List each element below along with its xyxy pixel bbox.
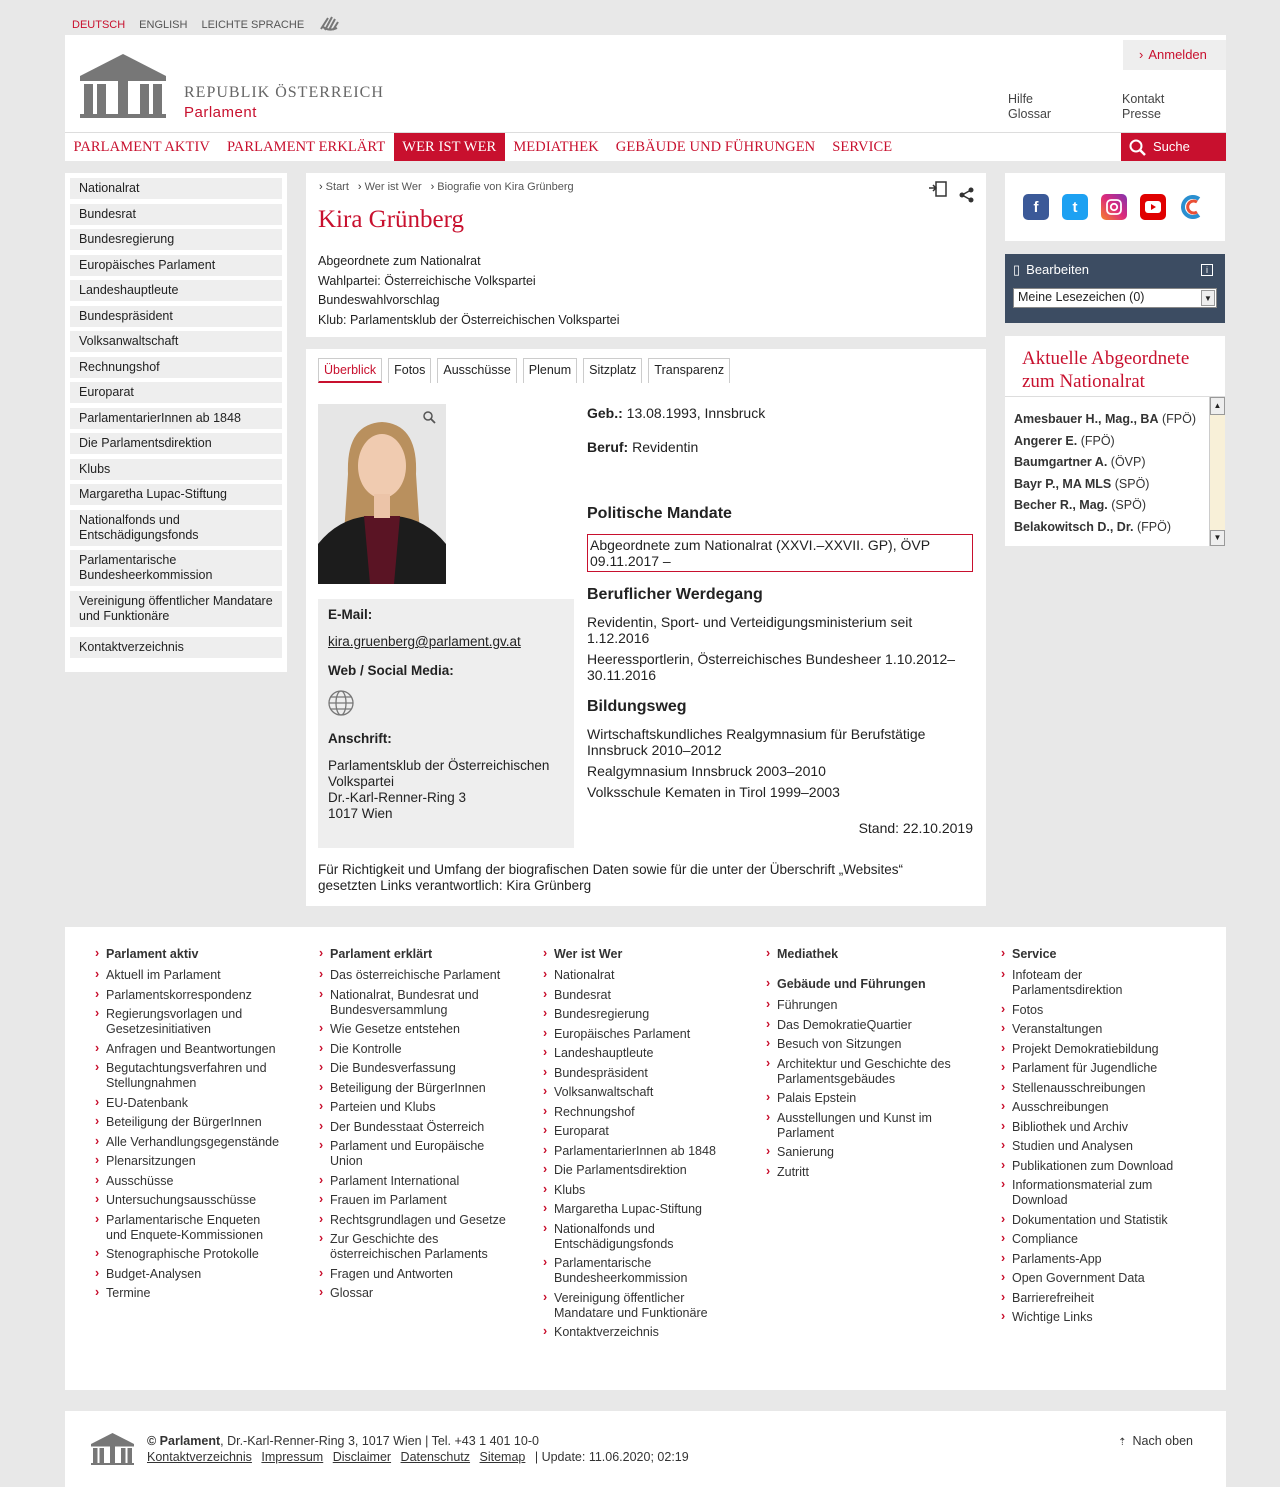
footer-link[interactable]: › Margaretha Lupac-Stiftung — [542, 1202, 732, 1217]
footer-link[interactable]: › Nationalrat, Bundesrat und Bundesversammlung — [318, 988, 513, 1018]
footer-link[interactable]: › Bundespräsident — [542, 1066, 732, 1081]
footer-sitemap — [65, 927, 1226, 1390]
link-impressum[interactable]: Impressum — [261, 1450, 324, 1464]
deputy-name: Angerer E. — [1014, 433, 1078, 448]
sidebar-item-kontaktverzeichnis[interactable]: Kontaktverzeichnis — [70, 637, 282, 658]
tab-plenum[interactable]: Plenum — [523, 358, 577, 383]
footer-link[interactable]: › Parlamentarische Enqueten und Enquete-Kommissionen — [94, 1213, 284, 1243]
footer-link[interactable]: › Volksanwaltschaft — [542, 1085, 732, 1100]
lang-deutsch[interactable]: DEUTSCH — [72, 18, 126, 31]
update-info: | Update: 11.06.2020; 02:19 — [534, 1450, 689, 1464]
chevron-down-icon: ▼ — [1201, 290, 1215, 306]
deputies-scrollbar[interactable] — [1209, 397, 1225, 546]
profile-tabs — [318, 358, 730, 383]
born-value: 13.08.1993, Innsbruck — [626, 405, 766, 421]
footer-link[interactable]: › Wichtige Links — [1000, 1310, 1190, 1325]
site-header — [65, 35, 1226, 132]
sidebar-item-nationalrat[interactable]: Nationalrat — [70, 178, 282, 199]
tab-sitzplatz[interactable]: Sitzplatz — [583, 358, 642, 383]
footer-heading[interactable]: › Parlament aktiv — [94, 947, 284, 962]
deputy-party: (FPÖ) — [1080, 433, 1115, 448]
footer-link[interactable]: › Ausschüsse — [94, 1174, 284, 1189]
footer-link[interactable]: › Glossar — [318, 1286, 513, 1301]
nav-mediathek[interactable]: MEDIATHEK — [513, 139, 599, 155]
footer-link[interactable]: › Europarat — [542, 1124, 732, 1139]
edit-bookmarks[interactable] — [1013, 262, 1089, 278]
bookmark-select-value: Meine Lesezeichen (0) — [1018, 290, 1145, 304]
bookmark-add-icon[interactable] — [928, 180, 948, 198]
footer-link[interactable]: › Die Parlamentsdirektion — [542, 1163, 732, 1178]
deputy-name: Amesbauer H., Mag., BA — [1014, 412, 1159, 426]
facebook-icon[interactable]: f — [1023, 194, 1049, 220]
logo-subtitle: Parlament — [184, 104, 257, 121]
sidebar-item-bundesrat[interactable]: Bundesrat — [70, 204, 282, 225]
press-link[interactable]: Presse — [1122, 107, 1161, 121]
sidebar-item-vereinigung[interactable]: Vereinigung öffentlicher Mandatare und Funktionäre — [70, 591, 282, 627]
list-item[interactable] — [1014, 520, 1204, 536]
scroll-up-icon[interactable]: ▲ — [1210, 397, 1225, 415]
deputy-name: Becher R., Mag. — [1014, 498, 1108, 512]
logo-title: REPUBLIK ÖSTERREICH — [184, 84, 384, 101]
footer-link[interactable]: › Budget-Analysen — [94, 1267, 284, 1282]
footer-link[interactable]: › Publikationen zum Download — [1000, 1159, 1190, 1174]
footer-link[interactable]: › EU-Datenbank — [94, 1096, 284, 1111]
footer-link[interactable]: › Barrierefreiheit — [1000, 1291, 1190, 1306]
footer-link[interactable]: › Der Bundesstaat Österreich — [318, 1120, 513, 1135]
profile-body — [306, 349, 986, 906]
footer-heading[interactable]: › Gebäude und Führungen — [765, 977, 960, 992]
youtube-icon[interactable] — [1140, 194, 1166, 220]
footer-col-service — [1000, 947, 1190, 1330]
tab-ueberblick[interactable]: Überblick — [318, 358, 382, 383]
share-icon[interactable] — [959, 187, 975, 203]
sidebar-item-volksanwaltschaft[interactable]: Volksanwaltschaft — [70, 331, 282, 352]
footer-link[interactable]: › Parlament für Jugendliche — [1000, 1061, 1190, 1076]
footer-link[interactable]: › Architektur und Geschichte des Parlamentsgebäudes — [765, 1057, 960, 1087]
sign-language-icon[interactable] — [318, 14, 342, 35]
sidebar-item-klubs[interactable]: Klubs — [70, 459, 282, 480]
footer-link[interactable]: › Bibliothek und Archiv — [1000, 1120, 1190, 1135]
footer-link[interactable]: › Beteiligung der BürgerInnen — [94, 1115, 284, 1130]
footer-link[interactable]: › Dokumentation und Statistik — [1000, 1213, 1190, 1228]
social-media-box — [1005, 173, 1225, 241]
education-entry: Realgymnasium Innsbruck 2003–2010 — [587, 763, 826, 779]
list-item[interactable] — [1014, 477, 1204, 493]
list-item[interactable] — [1014, 434, 1204, 450]
footer-link[interactable]: › Informationsmaterial zum Download — [1000, 1178, 1190, 1208]
footer-link[interactable]: › Zur Geschichte des österreichischen Parlaments — [318, 1232, 513, 1262]
footer-heading[interactable]: › Parlament erklärt — [318, 947, 513, 962]
role-line: Wahlpartei: Österreichische Volkspartei — [318, 273, 536, 288]
bookmark-icon: ▯ — [1013, 262, 1021, 277]
footer-link[interactable]: › Alle Verhandlungsgegenstände — [94, 1135, 284, 1150]
back-to-top-label: Nach oben — [1132, 1434, 1193, 1448]
footer-link[interactable]: › Landeshauptleute — [542, 1046, 732, 1061]
footer-link[interactable]: › ParlamentarierInnen ab 1848 — [542, 1144, 732, 1159]
tab-fotos[interactable]: Fotos — [388, 358, 431, 383]
breadcrumb-start[interactable]: › Start — [319, 181, 349, 193]
footer-link[interactable]: › Open Government Data — [1000, 1271, 1190, 1286]
footer-link[interactable]: › Veranstaltungen — [1000, 1022, 1190, 1037]
footer-link[interactable]: › Wie Gesetze entstehen — [318, 1022, 513, 1037]
twitter-icon[interactable]: t — [1062, 194, 1088, 220]
address-line: Dr.-Karl-Renner-Ring 3 — [328, 790, 467, 805]
globe-icon[interactable] — [328, 690, 354, 716]
nav-parlament-erklaert[interactable]: PARLAMENT ERKLÄRT — [226, 139, 386, 155]
footer-link[interactable]: › Compliance — [1000, 1232, 1190, 1247]
sidebar-item-parlamentsdirektion[interactable]: Die Parlamentsdirektion — [70, 433, 282, 454]
info-icon[interactable]: i — [1201, 264, 1213, 276]
footer-link[interactable]: › Vereinigung öffentlicher Mandatare und Funktionäre — [542, 1291, 732, 1321]
tab-transparenz[interactable]: Transparenz — [648, 358, 730, 383]
footer-link[interactable]: › Parlamentarische Bundesheerkommission — [542, 1256, 732, 1286]
zoom-icon[interactable] — [422, 410, 436, 424]
role-line: Bundeswahlvorschlag — [318, 293, 440, 307]
footer-link[interactable]: › Termine — [94, 1286, 284, 1301]
left-sidebar — [65, 173, 287, 672]
footer-link[interactable]: › Aktuell im Parlament — [94, 968, 284, 983]
footer-link[interactable]: › Kontaktverzeichnis — [542, 1325, 732, 1340]
footer-link[interactable]: › Parlaments-App — [1000, 1252, 1190, 1267]
sidebar-item-lupac-stiftung[interactable]: Margaretha Lupac-Stiftung — [70, 484, 282, 505]
deputies-box — [1005, 336, 1225, 546]
footer-link[interactable]: › Fotos — [1000, 1003, 1190, 1018]
web-label: Web / Social Media: — [328, 663, 454, 678]
footer-link[interactable]: › Rechnungshof — [542, 1105, 732, 1120]
address-line: Parlamentsklub der Österreichischen Volkspartei — [328, 758, 550, 789]
footer-link[interactable]: › Führungen — [765, 998, 960, 1013]
sidebar-item-bundespraesident[interactable]: Bundespräsident — [70, 306, 282, 327]
parliament-building-icon — [91, 1433, 134, 1465]
sidebar-item-bundesregierung[interactable]: Bundesregierung — [70, 229, 282, 250]
job-value: Revidentin — [632, 439, 699, 455]
footer-link[interactable]: › Das österreichische Parlament — [318, 968, 513, 983]
scroll-down-icon[interactable]: ▼ — [1210, 530, 1225, 546]
footer-link[interactable]: › Untersuchungsausschüsse — [94, 1193, 284, 1208]
email-link[interactable]: kira.gruenberg@parlament.gv.at — [328, 634, 521, 649]
sidebar-item-parlamentarierinnen[interactable]: ParlamentarierInnen ab 1848 — [70, 408, 282, 429]
link-disclaimer[interactable]: Disclaimer — [332, 1450, 392, 1464]
education-entry: Wirtschaftskundliches Realgymnasium für Berufstätige Innsbruck 2010–2012 — [587, 726, 926, 758]
footer-link[interactable]: › Parteien und Klubs — [318, 1100, 513, 1115]
profile-header — [306, 173, 986, 337]
list-item[interactable] — [1014, 498, 1204, 514]
breadcrumb — [319, 181, 574, 193]
breadcrumb-wer-ist-wer[interactable]: › Wer ist Wer — [358, 181, 422, 193]
demokratiewebstatt-icon[interactable] — [1179, 194, 1205, 220]
tab-ausschuesse[interactable]: Ausschüsse — [437, 358, 516, 383]
sidebar-item-eu-parlament[interactable]: Europäisches Parlament — [70, 255, 282, 276]
bookmark-select[interactable] — [1013, 288, 1217, 308]
nav-wer-ist-wer[interactable]: WER IST WER — [394, 133, 505, 161]
footer-link[interactable]: › Fragen und Antworten — [318, 1267, 513, 1282]
portrait-figure — [318, 404, 446, 584]
footer-col-wer-ist-wer — [542, 947, 732, 1345]
search-icon — [1129, 139, 1146, 156]
footer-link[interactable]: › Zutritt — [765, 1165, 960, 1180]
footer-heading[interactable]: › Wer ist Wer — [542, 947, 732, 962]
nav-gebaeude[interactable]: GEBÄUDE UND FÜHRUNGEN — [615, 139, 816, 155]
parlament-logo[interactable] — [80, 54, 384, 121]
born-label: Geb.: — [587, 405, 623, 421]
link-kontaktverzeichnis[interactable]: Kontaktverzeichnis — [147, 1450, 252, 1464]
footer-heading[interactable]: › Mediathek — [765, 947, 960, 962]
sidebar-item-landeshauptleute[interactable]: Landeshauptleute — [70, 280, 282, 301]
stand-date: Stand: 22.10.2019 — [858, 820, 973, 836]
utility-links — [1008, 92, 1222, 121]
footer-link[interactable]: › Nationalrat — [542, 968, 732, 983]
footer-link[interactable]: › Bundesregierung — [542, 1007, 732, 1022]
search-label: Suche — [1153, 139, 1190, 154]
sidebar-item-rechnungshof[interactable]: Rechnungshof — [70, 357, 282, 378]
copyright: © Parlament — [147, 1434, 221, 1448]
footer-link[interactable]: › Palais Epstein — [765, 1091, 960, 1106]
link-sitemap[interactable]: Sitemap — [479, 1450, 526, 1464]
bookmark-box — [1005, 254, 1225, 323]
footer-link[interactable]: › Ausstellungen und Kunst im Parlament — [765, 1111, 960, 1141]
person-roles — [318, 252, 620, 330]
portrait-photo[interactable] — [318, 404, 446, 584]
footer-link[interactable]: › Sanierung — [765, 1145, 960, 1160]
help-link[interactable]: Hilfe — [1008, 92, 1034, 106]
footer-link[interactable]: › Anfragen und Beantwortungen — [94, 1042, 284, 1057]
footer-link[interactable]: › Regierungsvorlagen und Gesetzesinitiativen — [94, 1007, 284, 1037]
deputy-party: (ÖVP) — [1110, 455, 1146, 469]
footer-link[interactable]: › Projekt Demokratiebildung — [1000, 1042, 1190, 1057]
footer-link[interactable]: › Parlament und Europäische Union — [318, 1139, 513, 1169]
list-item[interactable] — [1014, 455, 1204, 471]
language-bar — [72, 14, 342, 35]
role-line: Klub: Parlamentsklub der Österreichischen Volkspartei — [318, 312, 620, 327]
footer-link[interactable]: › Stenographische Protokolle — [94, 1247, 284, 1262]
footer-heading[interactable]: › Service — [1000, 947, 1190, 962]
login-label: Anmelden — [1148, 47, 1207, 62]
footer-col-parlament-aktiv — [94, 947, 284, 1306]
footer-link[interactable]: › Plenarsitzungen — [94, 1154, 284, 1169]
footer-link[interactable]: › Studien und Analysen — [1000, 1139, 1190, 1154]
back-to-top[interactable] — [1118, 1434, 1193, 1448]
footer-link[interactable]: › Besuch von Sitzungen — [765, 1037, 960, 1052]
education-entry: Volksschule Kematen in Tirol 1999–2003 — [587, 784, 840, 800]
mandate-entry: Abgeordnete zum Nationalrat (XXVI.–XXVII. GP), ÖVP 09.11.2017 – — [587, 534, 973, 572]
footer-link[interactable]: › Infoteam der Parlamentsdirektion — [1000, 968, 1190, 998]
biography-details — [587, 404, 973, 836]
breadcrumb-current: › Biografie von Kira Grünberg — [431, 181, 574, 193]
edit-label: Bearbeiten — [1026, 262, 1090, 277]
job-label: Beruf: — [587, 439, 629, 455]
footer-link[interactable]: › Bundesrat — [542, 988, 732, 1003]
glossary-link[interactable]: Glossar — [1008, 107, 1052, 121]
page-title: Kira Grünberg — [318, 206, 465, 233]
search-button[interactable] — [1121, 133, 1226, 161]
footer-link[interactable]: › Rechtsgrundlagen und Gesetze — [318, 1213, 513, 1228]
deputy-party: (SPÖ) — [1114, 476, 1150, 491]
deputies-title: Aktuelle Abgeordnete zum Nationalrat — [1005, 336, 1225, 397]
login-button[interactable]: › Anmelden — [1123, 40, 1226, 70]
footer-link[interactable]: › Klubs — [542, 1183, 732, 1198]
contact-box — [318, 599, 574, 848]
disclaimer-text: Für Richtigkeit und Umfang der biografischen Daten sowie für die unter der Überschrift „Websites“ gesetzten Links verantwortlich: Kira Grünberg — [318, 862, 904, 893]
list-item[interactable] — [1014, 412, 1204, 428]
footer-link[interactable]: › Die Kontrolle — [318, 1042, 513, 1057]
nav-parlament-aktiv[interactable]: PARLAMENT AKTIV — [73, 139, 210, 155]
footer-link[interactable]: › Ausschreibungen — [1000, 1100, 1190, 1115]
footer-link[interactable]: › Stellenausschreibungen — [1000, 1081, 1190, 1096]
footer-link[interactable]: › Europäisches Parlament — [542, 1027, 732, 1042]
footer-col-parlament-erklaert — [318, 947, 513, 1306]
footer-link[interactable]: › Nationalfonds und Entschädigungsfonds — [542, 1222, 732, 1252]
footer-link[interactable]: › Parlamentskorrespondenz — [94, 988, 284, 1003]
footer-link[interactable]: › Parlament International — [318, 1174, 513, 1189]
footer-link[interactable]: › Die Bundesverfassung — [318, 1061, 513, 1076]
footer-link[interactable]: › Begutachtungsverfahren und Stellungnahmen — [94, 1061, 284, 1091]
footer-link[interactable]: › Das DemokratieQuartier — [765, 1018, 960, 1033]
footer-info — [147, 1433, 689, 1465]
deputy-name: Baumgartner A. — [1014, 455, 1108, 469]
lang-leichte-sprache[interactable]: LEICHTE SPRACHE — [201, 18, 305, 31]
lang-english[interactable]: ENGLISH — [139, 18, 188, 31]
nav-service[interactable]: SERVICE — [832, 139, 893, 155]
education-heading: Bildungsweg — [587, 698, 687, 715]
footer-col-mediathek — [765, 947, 960, 1184]
sidebar-item-nationalfonds[interactable]: Nationalfonds und Entschädigungsfonds — [70, 510, 282, 546]
link-datenschutz[interactable]: Datenschutz — [400, 1450, 471, 1464]
sidebar-item-europarat[interactable]: Europarat — [70, 382, 282, 403]
footer-link[interactable]: › Frauen im Parlament — [318, 1193, 513, 1208]
bottom-bar — [65, 1411, 1226, 1487]
footer-address: , Dr.-Karl-Renner-Ring 3, 1017 Wien | Tel. +43 1 401 10-0 — [220, 1434, 539, 1448]
arrow-up-icon: ⇡ — [1118, 1437, 1127, 1448]
deputy-party: (FPÖ) — [1136, 519, 1171, 534]
deputy-name: Bayr P., MA MLS — [1014, 476, 1112, 491]
sidebar-item-bundesheerkommission[interactable]: Parlamentarische Bundesheerkommission — [70, 550, 282, 586]
career-entry: Revidentin, Sport- und Verteidigungsministerium seit 1.12.2016 — [587, 614, 913, 646]
mandates-heading: Politische Mandate — [587, 505, 732, 522]
deputies-list — [1014, 412, 1204, 541]
deputy-party: (FPÖ) — [1161, 412, 1196, 426]
role-line: Abgeordnete zum Nationalrat — [318, 254, 481, 268]
contact-link[interactable]: Kontakt — [1122, 92, 1165, 106]
email-label: E-Mail: — [328, 607, 373, 622]
footer-link[interactable]: › Beteiligung der BürgerInnen — [318, 1081, 513, 1096]
address-label: Anschrift: — [328, 731, 392, 746]
address-block — [328, 758, 564, 822]
instagram-icon[interactable] — [1101, 194, 1127, 220]
parliament-building-icon — [80, 54, 166, 118]
career-heading: Beruflicher Werdegang — [587, 586, 763, 603]
address-line: 1017 Wien — [328, 806, 393, 821]
career-entry: Heeressportlerin, Österreichisches Bundesheer 1.10.2012–30.11.2016 — [587, 651, 956, 683]
main-nav — [65, 132, 1226, 161]
deputy-party: (SPÖ) — [1111, 498, 1146, 512]
deputy-name: Belakowitsch D., Dr. — [1014, 519, 1134, 534]
